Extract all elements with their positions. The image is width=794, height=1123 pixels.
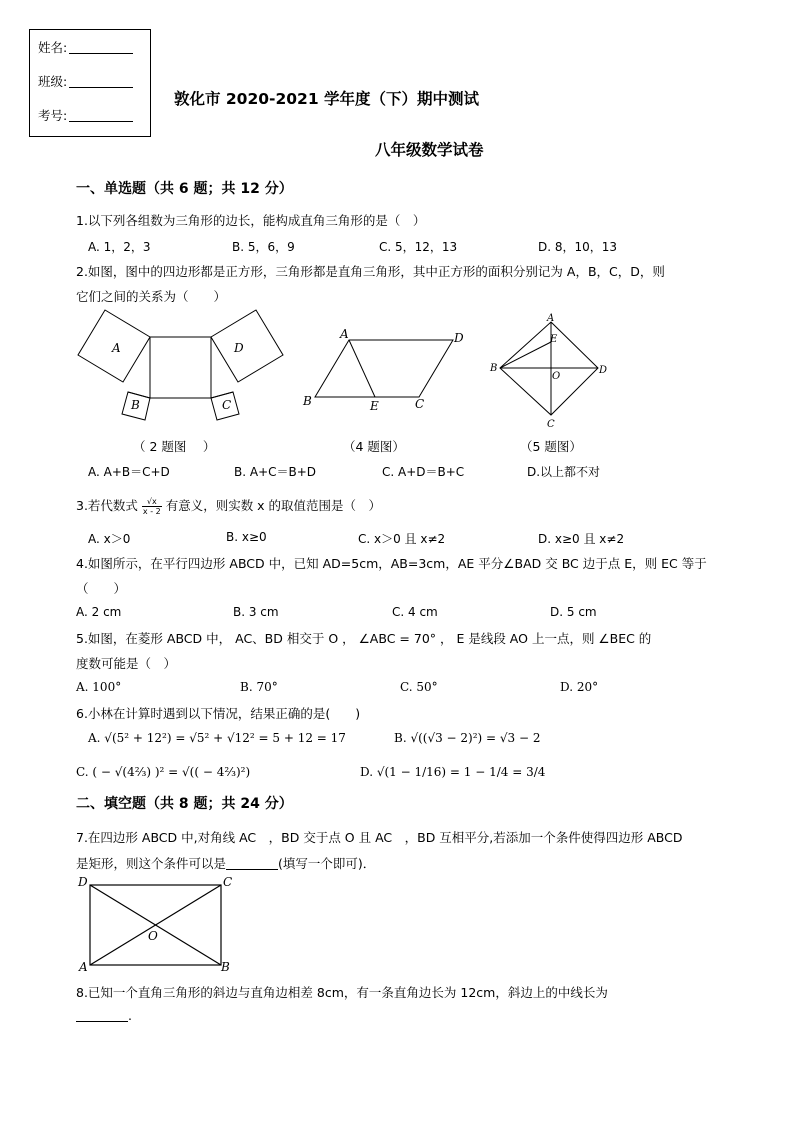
fig7-label-d: D: [78, 875, 88, 889]
fig7-label-b: B: [221, 960, 230, 974]
figure-q7: [76, 873, 241, 976]
q4-option-c[interactable]: C. 4 cm: [392, 605, 438, 619]
q2-text-line2: 它们之间的关系为（ ）: [76, 289, 227, 304]
q2-option-b[interactable]: B. A+C＝B+D: [234, 465, 317, 479]
section2-heading: 二、填空题（共 8 题；共 24 分）: [76, 796, 293, 812]
class-label: 班级:: [38, 74, 68, 89]
q1-option-c[interactable]: C. 5，12，13: [379, 240, 458, 254]
class-row: [38, 72, 133, 90]
q5-option-b[interactable]: B. 70°: [240, 680, 278, 694]
fig5-label-b: B: [490, 363, 498, 374]
exam-no-row: [38, 106, 133, 124]
q3-option-d[interactable]: D. x≥0 且 x≠2: [538, 532, 625, 546]
q2-option-a[interactable]: A. A+B＝C+D: [88, 465, 170, 479]
center-square: [150, 337, 211, 398]
q4-text-line2: （ ）: [76, 581, 127, 596]
q3-frac-den: x - 2: [142, 507, 161, 516]
fig4-caption: （4 题图）: [343, 439, 405, 454]
q1-option-a[interactable]: A. 1，2，3: [88, 240, 151, 254]
fig7-label-o: O: [148, 929, 158, 943]
fig5-label-a: A: [547, 313, 555, 324]
fig5-label-d: D: [599, 365, 608, 376]
q8-text-line2: [76, 1008, 132, 1023]
fig2-label-b: B: [131, 398, 140, 412]
q6-option-b[interactable]: B. √((√3 − 2)²) = √3 − 2: [394, 731, 541, 745]
q6-option-a[interactable]: A. √(5² + 12²) = √5² + √12² = 5 + 12 = 17: [88, 731, 346, 745]
exam-subtitle: 八年级数学试卷: [375, 141, 484, 159]
name-row: [38, 38, 133, 56]
q5-option-c[interactable]: C. 50°: [400, 680, 438, 694]
q8-text-line1: 8.已知一个直角三角形的斜边与直角边相差 8cm，有一条直角边长为 12cm，斜边上的中线长为: [76, 985, 608, 1000]
fig2-caption: （ 2 题图 ）: [133, 439, 216, 454]
figure-q4: [300, 325, 470, 420]
fig5-caption: （5 题图）: [520, 439, 582, 454]
q7-answer-blank[interactable]: [226, 857, 278, 870]
fig2-label-c: C: [222, 398, 232, 412]
q3-text-after: 有意义，则实数 x 的取值范围是（ ）: [165, 498, 382, 513]
q3-frac-num: √x: [142, 497, 162, 507]
q5-text-line1: 5.如图，在菱形 ABCD 中， AC、BD 相交于 O ， ∠ABC = 70° ， E 是线段 AO 上一点，则 ∠BEC 的: [76, 631, 652, 646]
fig2-label-d: D: [234, 341, 244, 355]
q8-answer-blank[interactable]: [76, 1009, 128, 1022]
fig4-label-b: B: [303, 394, 312, 408]
q4-text-line1: 4.如图所示，在平行四边形 ABCD 中，已知 AD=5cm，AB=3cm，AE 平分∠BAD 交 BC 边于点 E，则 EC 等于: [76, 556, 707, 571]
figure-q5: [488, 312, 613, 430]
section1-heading: 一、单选题（共 6 题；共 12 分）: [76, 181, 293, 197]
q8-text-after: .: [128, 1008, 132, 1023]
q3-option-c[interactable]: C. x＞0 且 x≠2: [358, 532, 446, 546]
square-d: [211, 310, 283, 382]
fig4-label-a: A: [340, 327, 349, 341]
q7-text-line2: [76, 854, 375, 872]
fig7-label-a: A: [79, 960, 88, 974]
q4-option-a[interactable]: A. 2 cm: [76, 605, 122, 619]
fig2-label-a: A: [112, 341, 121, 355]
q6-option-d[interactable]: D. √(1 − 1/16) = 1 − 1/4 = 3/4: [360, 765, 546, 779]
q3-option-b[interactable]: B. x≥0: [226, 530, 267, 544]
fig7-label-c: C: [223, 875, 233, 889]
q3-fraction: [142, 497, 162, 516]
name-field[interactable]: [69, 41, 133, 54]
fig5-label-o: O: [552, 371, 561, 382]
q7-text-after: (填写一个即可)．: [278, 856, 376, 871]
q7-text-line1: 7.在四边形 ABCD 中,对角线 AC ，BD 交于点 O 且 AC ，BD 互相平分,若添加一个条件使得四边形 ABCD: [76, 830, 683, 845]
exam-no-field[interactable]: [69, 109, 133, 122]
q6-text: 6.小林在计算时遇到以下情况，结果正确的是( ): [76, 706, 361, 721]
q5-text-line2: 度数可能是（ ）: [76, 656, 177, 671]
q4-option-b[interactable]: B. 3 cm: [233, 605, 279, 619]
q7-text-before: 是矩形，则这个条件可以是: [76, 856, 227, 871]
fig4-label-c: C: [415, 397, 425, 411]
q3-text: [76, 496, 381, 516]
fig5-label-c: C: [547, 419, 555, 430]
q2-option-d[interactable]: D.以上都不对: [527, 465, 601, 479]
fig4-label-d: D: [454, 331, 464, 345]
q1-option-d[interactable]: D. 8，10，13: [538, 240, 618, 254]
q5-option-d[interactable]: D. 20°: [560, 680, 599, 694]
q4-option-d[interactable]: D. 5 cm: [550, 605, 597, 619]
student-info-box: [29, 29, 151, 137]
q1-option-b[interactable]: B. 5，6，9: [232, 240, 295, 254]
name-label: 姓名:: [38, 40, 68, 55]
fig4-label-e: E: [370, 399, 379, 413]
q3-option-a[interactable]: A. x＞0: [88, 532, 131, 546]
q6-option-c[interactable]: C. ( − √(4⅔) )² = √(( − 4⅔)²): [76, 765, 251, 779]
q2-option-c[interactable]: C. A+D＝B+C: [382, 465, 465, 479]
q5-option-a[interactable]: A. 100°: [76, 680, 122, 694]
exam-title: 敦化市 2020-2021 学年度（下）期中测试: [174, 90, 480, 108]
figure-q2: [76, 310, 286, 425]
parallelogram: [315, 340, 453, 397]
q1-text: 1.以下列各组数为三角形的边长，能构成直角三角形的是（ ）: [76, 213, 426, 228]
fig5-label-e: E: [550, 334, 558, 345]
q2-text-line1: 2.如图，图中的四边形都是正方形，三角形都是直角三角形，其中正方形的面积分别记为 A，B，C，D，则: [76, 264, 665, 279]
q3-text-before: 3.若代数式: [76, 498, 138, 513]
class-field[interactable]: [69, 75, 133, 88]
exam-no-label: 考号:: [38, 108, 68, 123]
